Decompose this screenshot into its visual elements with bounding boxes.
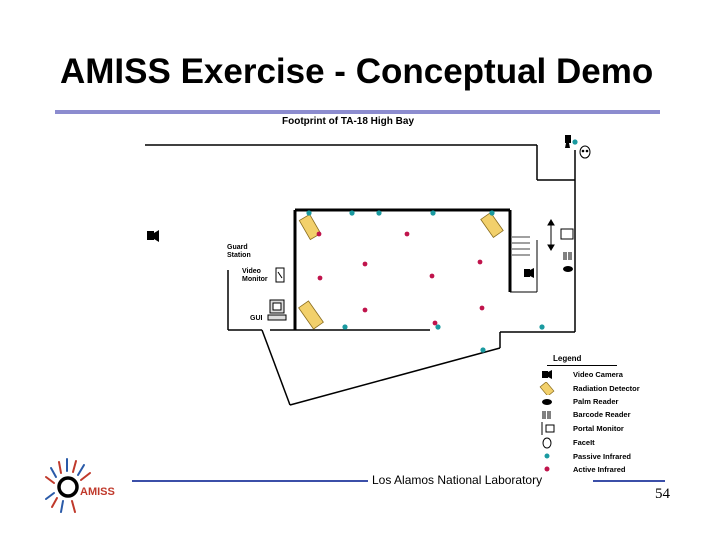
legend: [505, 352, 640, 477]
palm-reader-icon: [563, 266, 573, 272]
portal-monitor-icon: [539, 422, 555, 435]
footer-rule-right: [593, 480, 665, 482]
video-camera-icon: [565, 135, 571, 148]
amiss-logo: [42, 455, 137, 515]
legend-item: Video Camera: [539, 368, 649, 381]
diagram-title: Footprint of TA-18 High Bay: [282, 116, 415, 127]
faceit-icon: [580, 146, 590, 158]
logo-text: AMISS: [80, 486, 115, 498]
gui-computer-icon: [268, 300, 286, 320]
radiation-detector-icon: [299, 301, 324, 329]
passive-infrared-dot: [539, 450, 555, 463]
legend-heading: Legend: [553, 354, 582, 363]
video-monitor-label: Video Monitor: [242, 268, 268, 283]
palm-reader-icon: [539, 395, 555, 408]
guard-station-label: Guard Station: [227, 244, 251, 259]
footer-rule-left: [132, 480, 368, 482]
legend-item: Passive Infrared: [539, 450, 649, 463]
legend-item: Radiation Detector: [539, 382, 649, 395]
legend-item: FaceIt: [539, 436, 649, 449]
radiation-detector-icon: [481, 213, 503, 238]
barcode-reader-icon: [539, 408, 555, 421]
page-number: 54: [655, 486, 670, 502]
legend-rule: [547, 365, 617, 366]
legend-item: Portal Monitor: [539, 422, 649, 435]
video-camera-icon: [147, 230, 159, 242]
radiation-detector-icon: [539, 382, 555, 395]
legend-item: Palm Reader: [539, 395, 649, 408]
video-camera-icon: [524, 268, 534, 278]
faceit-icon: [539, 436, 555, 449]
video-monitor-icon: [276, 268, 284, 282]
slide-title: AMISS Exercise - Conceptual Demo: [60, 52, 654, 91]
legend-item: Active Infrared: [539, 463, 649, 476]
gui-label: GUI: [250, 315, 263, 322]
barcode-reader-icon: [564, 252, 571, 260]
portal-monitor-icon: [548, 220, 573, 250]
active-infrared-sensors: [317, 232, 485, 326]
footer-text: Los Alamos National Laboratory: [372, 473, 543, 487]
video-camera-icon: [539, 368, 555, 381]
legend-item: Barcode Reader: [539, 408, 649, 421]
